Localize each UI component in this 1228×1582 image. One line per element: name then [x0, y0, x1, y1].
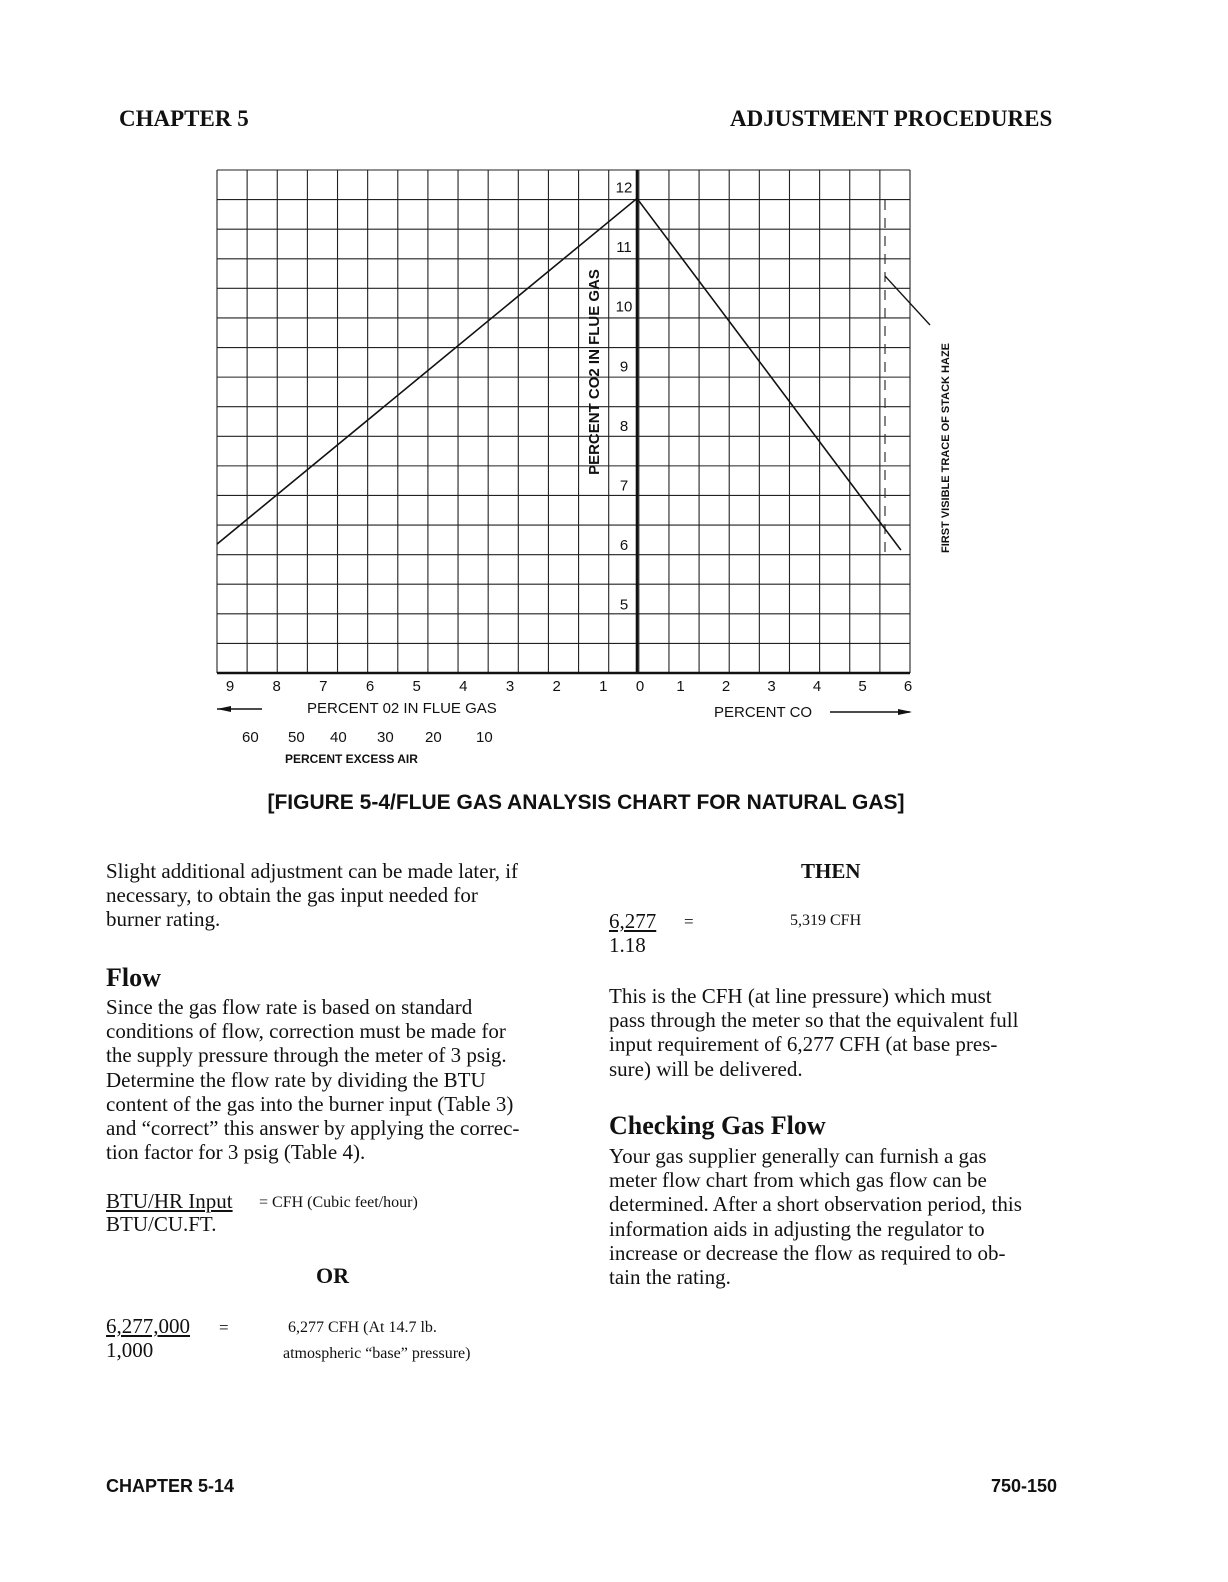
x-tick-label: 6	[365, 678, 375, 695]
text-line: tion factor for 3 psig (Table 4).	[106, 1140, 366, 1165]
x-tick-label: 1	[599, 678, 608, 695]
y-tick-label: 9	[619, 358, 629, 376]
stack-haze-annotation: FIRST VISIBLE TRACE OF STACK HAZE	[940, 342, 952, 554]
flow-paragraph	[106, 995, 558, 1164]
flow-heading: Flow	[106, 963, 161, 992]
excess-air-tick: 20	[425, 729, 442, 746]
text-line: conditions of flow, correction must be made for	[106, 1019, 506, 1044]
figure-caption: [FIGURE 5-4/FLUE GAS ANALYSIS CHART FOR NATURAL GAS]	[267, 791, 905, 814]
formula1-result: = CFH (Cubic feet/hour)	[259, 1194, 418, 1211]
x-tick-label: 3	[767, 678, 776, 695]
y-tick-label: 11	[616, 239, 632, 257]
text-line: determined. After a short observation period, this	[609, 1192, 1022, 1217]
y-tick-label: 10	[615, 298, 633, 316]
text-line: Slight additional adjustment can be made later, if	[106, 859, 519, 883]
excess-air-tick: 60	[242, 729, 259, 746]
chart-grid	[217, 170, 910, 673]
formula2-equals: =	[219, 1318, 229, 1337]
chart-axes	[217, 170, 910, 673]
text-line: burner rating.	[106, 907, 221, 932]
formula3-equals: =	[684, 912, 694, 931]
text-line: Your gas supplier generally can furnish a gas	[609, 1144, 987, 1168]
x-tick-label: 5	[858, 678, 867, 695]
excess-air-tick: 40	[330, 729, 347, 746]
series-line-o2	[217, 198, 637, 544]
o2-arrowhead	[217, 706, 231, 712]
x-tick-label: 3	[505, 678, 515, 695]
series-line-co	[637, 198, 901, 550]
or-label: OR	[316, 1263, 349, 1288]
text-line: increase or decrease the flow as required to ob-	[609, 1240, 1006, 1265]
text-line: meter flow chart from which gas flow can be	[609, 1168, 987, 1193]
text-line: content of the gas into the burner input (Table 3)	[106, 1091, 514, 1116]
formula2-denominator: 1,000	[106, 1338, 154, 1362]
text-line: information aids in adjusting the regulator to	[609, 1216, 985, 1241]
text-line: input requirement of 6,277 CFH (at base pres-	[609, 1032, 998, 1057]
text-line: the supply pressure through the meter of 3 psig.	[106, 1043, 507, 1068]
formula3-numerator: 6,277	[609, 909, 657, 933]
y-axis-title: PERCENT CO2 IN FLUE GAS	[586, 269, 603, 475]
x-tick-label: 0	[635, 678, 645, 695]
section-header: ADJUSTMENT PROCEDURES	[730, 106, 1053, 131]
intro-paragraph	[106, 859, 558, 932]
x-tick-label: 1	[676, 678, 685, 695]
excess-air-tick: 50	[288, 729, 305, 746]
x-tick-labels	[226, 678, 912, 695]
text-line: pass through the meter so that the equivalent full	[609, 1008, 1019, 1033]
text-line: Since the gas flow rate is based on standard	[106, 995, 473, 1019]
excess-air-label: PERCENT EXCESS AIR	[285, 752, 418, 766]
footer-page-number: CHAPTER 5-14	[106, 1476, 235, 1496]
co-arrowhead	[898, 709, 912, 715]
excess-air-tick: 10	[476, 729, 493, 746]
co-axis-label: PERCENT CO	[714, 704, 813, 721]
text-line: necessary, to obtain the gas input needed for	[106, 883, 478, 908]
y-tick-label: 12	[615, 179, 633, 197]
y-tick-label: 7	[619, 477, 629, 495]
formula2-result: 6,277 CFH (At 14.7 lb.	[288, 1319, 437, 1336]
x-tick-label: 9	[225, 678, 235, 695]
checking-gas-flow-paragraph	[609, 1144, 1060, 1289]
checking-gas-flow-heading: Checking Gas Flow	[609, 1111, 826, 1140]
chart-series	[217, 198, 901, 550]
chapter-header: CHAPTER 5	[119, 106, 249, 131]
footer-document-number: 750-150	[991, 1476, 1058, 1496]
x-tick-label: 2	[721, 678, 731, 695]
y-tick-label: 8	[619, 417, 629, 435]
formula2-result-note: atmospheric “base” pressure)	[283, 1345, 471, 1362]
x-tick-label: 8	[272, 678, 281, 695]
text-line: Determine the flow rate by dividing the BTU	[106, 1067, 486, 1092]
formula1-numerator: BTU/HR Input	[106, 1189, 233, 1213]
formula1-denominator: BTU/CU.FT.	[106, 1212, 217, 1236]
excess-air-tick: 30	[377, 729, 394, 746]
formula2-numerator: 6,277,000	[106, 1314, 190, 1338]
text-line: sure) will be delivered.	[609, 1056, 803, 1081]
y-tick-label: 6	[619, 537, 629, 555]
y-tick-label: 5	[619, 596, 629, 614]
formula3-denominator: 1.18	[609, 933, 646, 957]
x-tick-label: 7	[319, 678, 328, 695]
then-label: THEN	[801, 859, 861, 883]
y-tick-labels	[616, 180, 633, 614]
x-tick-label: 4	[812, 678, 822, 695]
x-tick-label: 6	[903, 678, 913, 695]
o2-axis-label: PERCENT 02 IN FLUE GAS	[307, 700, 497, 717]
formula3-result: 5,319 CFH	[790, 912, 862, 929]
x-tick-label: 4	[459, 678, 468, 695]
text-line: This is the CFH (at line pressure) which must	[609, 984, 992, 1008]
text-line: tain the rating.	[609, 1265, 731, 1290]
cfh-paragraph	[609, 984, 1060, 1081]
text-line: and “correct” this answer by applying the correc-	[106, 1116, 520, 1141]
x-tick-label: 2	[552, 678, 561, 695]
x-tick-label: 5	[412, 678, 421, 695]
